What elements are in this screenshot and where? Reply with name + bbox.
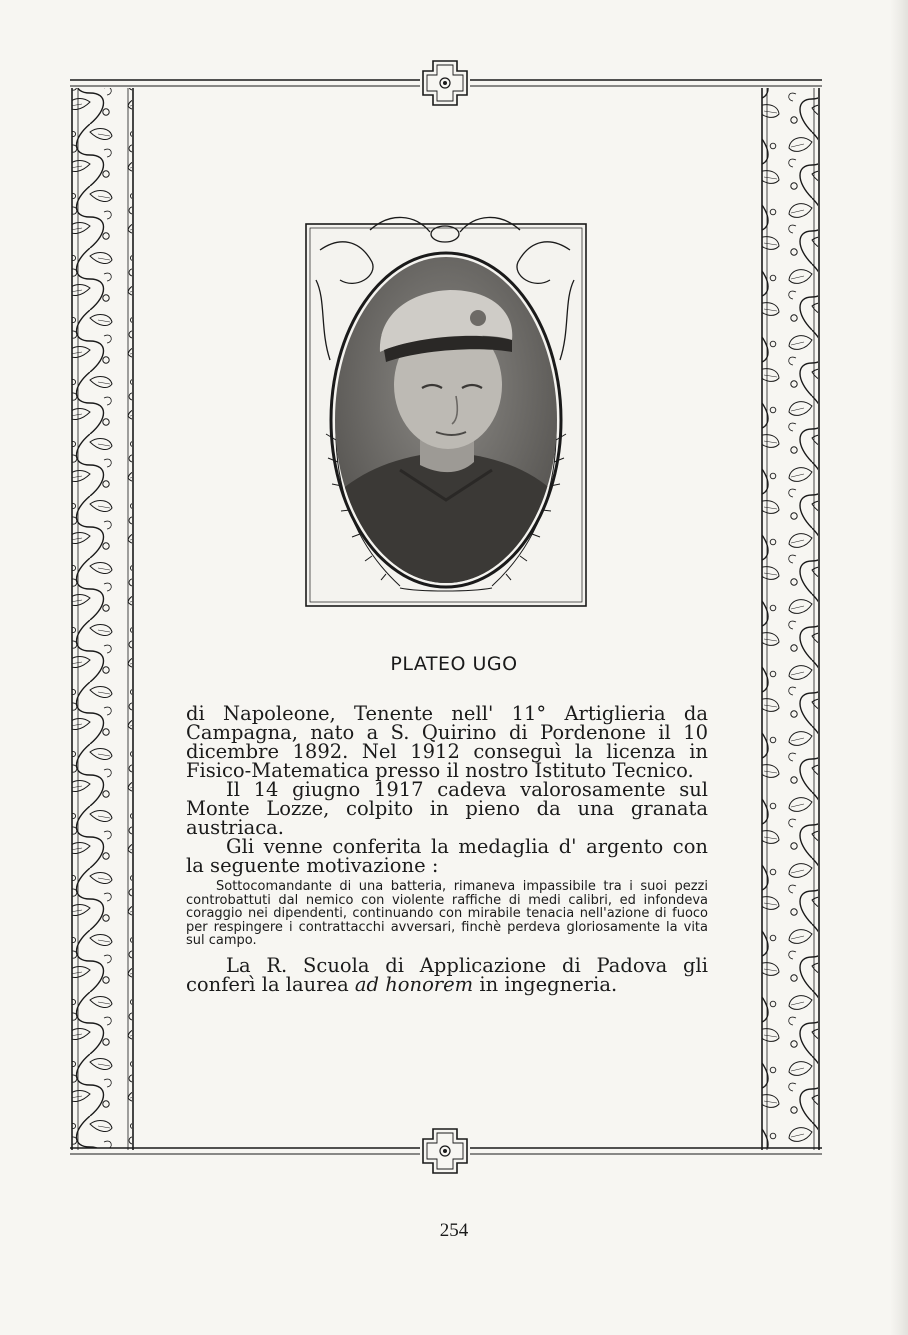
biography-text <box>186 704 708 994</box>
page-number: 254 <box>439 1220 469 1241</box>
left-vine-border <box>72 88 133 1150</box>
closing-text-start: La R. Scuola di Applicazione di Padova gli conferì la laurea <box>186 953 708 996</box>
cross-ornament-icon <box>423 1129 467 1173</box>
death-paragraph: Il 14 giugno 1917 cadeva valorosamente sul Monte Lozze, colpito in pieno da una granata austriaca. <box>186 778 708 839</box>
right-vine-border <box>762 88 819 1150</box>
medal-citation: Sottocomandante di una batteria, rimaneva impassibile tra i suoi pezzi controbattuti dal nemico con violente raffiche di medi calibri, ed infondeva coraggio nei dipendenti, continuando con mirabile tenacia nell'azione di fuoco per respingere i contrattacchi avversari, finchè perdeva gloriosamente la vita sul campo. <box>186 879 708 948</box>
portrait-cartouche <box>306 217 586 606</box>
medal-paragraph: Gli venne conferita la medaglia d' argento con la seguente motivazione : <box>186 835 708 877</box>
closing-text-end: in ingegneria. <box>473 972 618 996</box>
cross-ornament-icon <box>423 61 467 105</box>
biography-paragraph: di Napoleone, Tenente nell' 11° Artiglieria da Campagna, nato a S. Quirino di Pordenone il 10 dicembre 1892. Nel 1912 conseguì la licenza in Fisico-Matematica presso il nostro Istituto Tecnico. <box>186 702 708 782</box>
honorary-degree-paragraph <box>186 953 708 996</box>
person-name-heading: PLATEO UGO <box>390 653 518 675</box>
closing-italic-text: ad honorem <box>354 972 474 996</box>
